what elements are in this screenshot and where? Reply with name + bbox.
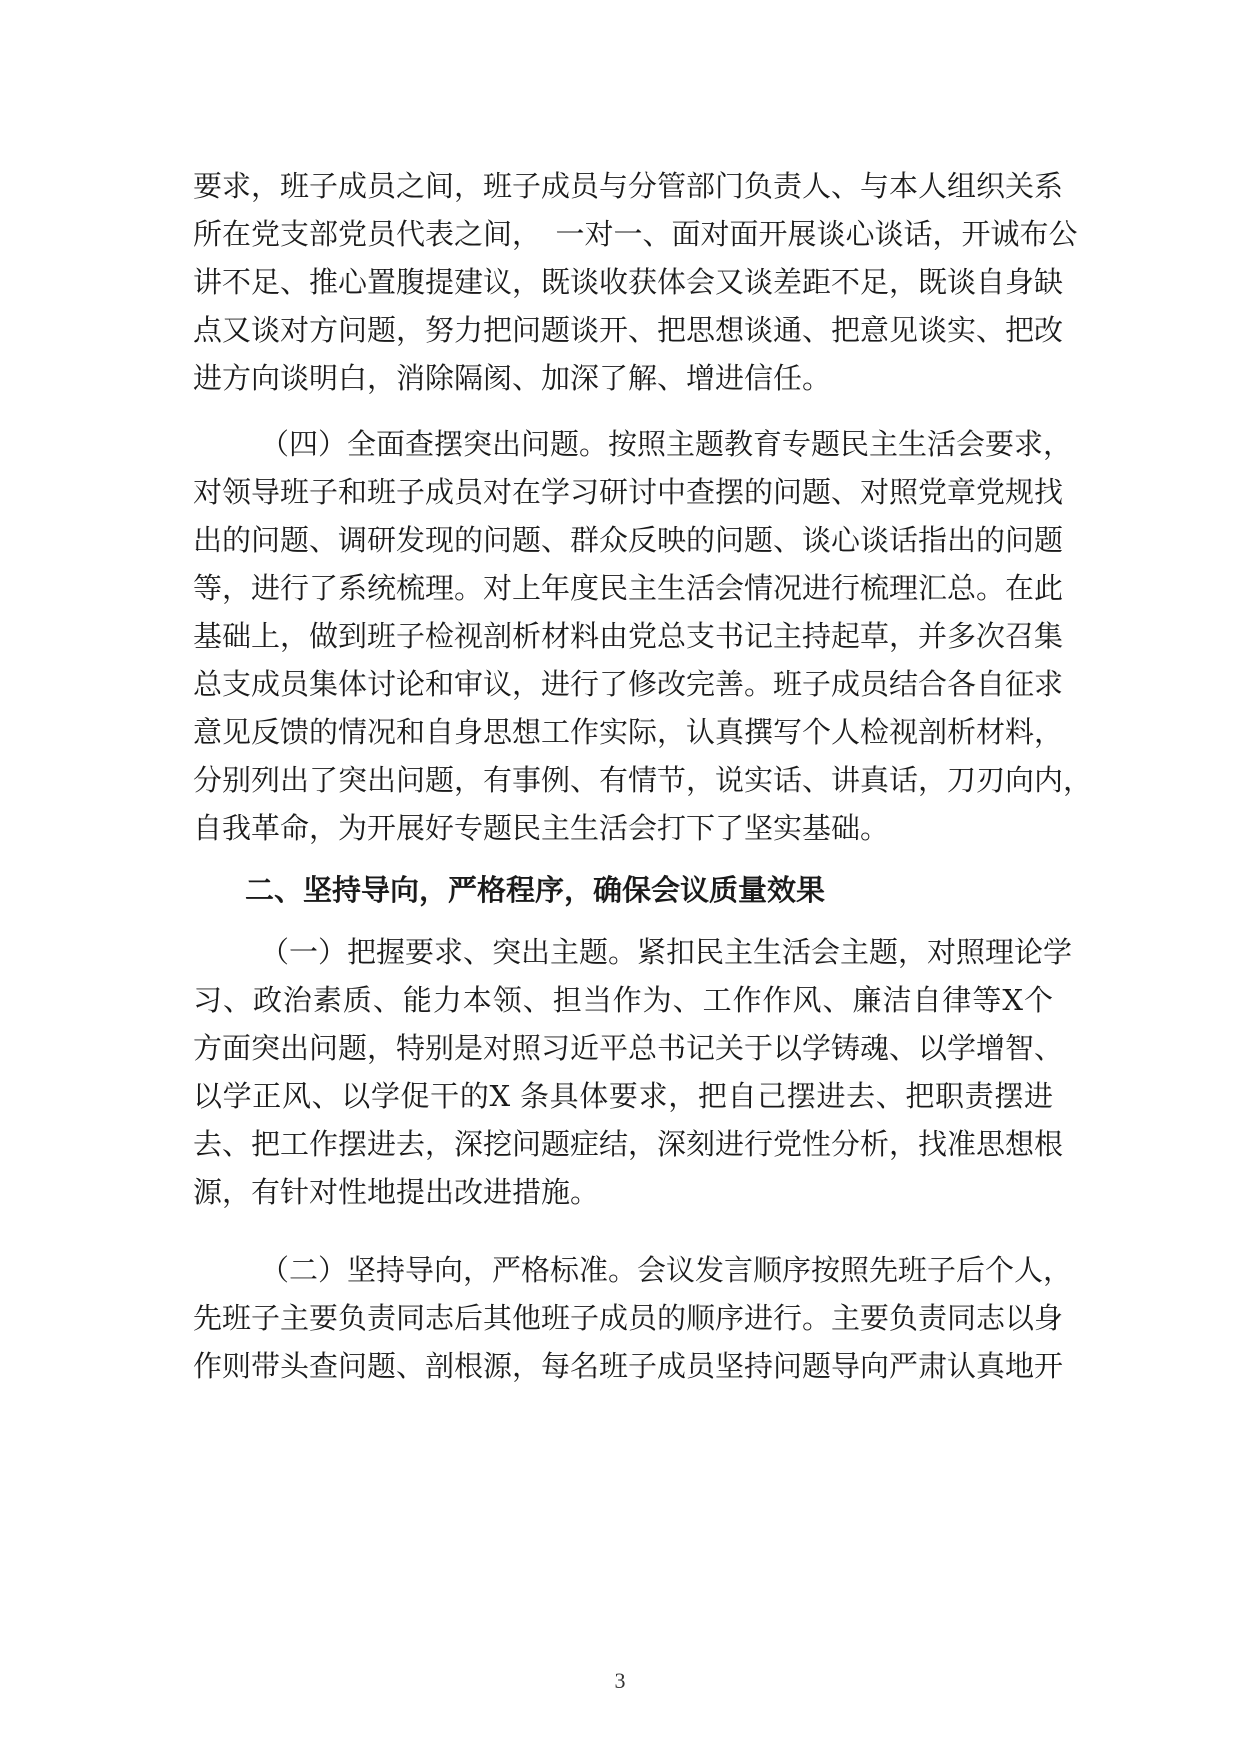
text-line: 去、把工作摆进去，深挖问题症结，深刻进行党性分析，找准思想根 <box>193 1127 1064 1161</box>
text-line: 所在党支部党员代表之间， 一对一、面对面开展谈心谈话，开诚布公 <box>193 217 1078 251</box>
text-line: 源，有针对性地提出改进措施。 <box>193 1175 600 1209</box>
text-line: 基础上，做到班子检视剖析材料由党总支书记主持起草，并多次召集 <box>193 619 1064 653</box>
text-line: 等，进行了系统梳理。对上年度民主生活会情况进行梳理汇总。在此 <box>193 571 1064 605</box>
text-line: 意见反馈的情况和自身思想工作实际，认真撰写个人检视剖析材料， <box>193 715 1064 749</box>
text-line: （四）全面查摆突出问题。按照主题教育专题民主生活会要求， <box>260 427 1073 461</box>
text-line: 讲不足、推心置腹提建议，既谈收获体会又谈差距不足，既谈自身缺 <box>193 265 1064 299</box>
text-line: 要求，班子成员之间，班子成员与分管部门负责人、与本人组织关系 <box>193 169 1064 203</box>
text-line: 对领导班子和班子成员对在学习研讨中查摆的问题、对照党章党规找 <box>193 475 1064 509</box>
text-line: （二）坚持导向，严格标准。会议发言顺序按照先班子后个人， <box>260 1253 1073 1287</box>
text-line: 进方向谈明白，消除隔阂、加深了解、增进信任。 <box>193 361 832 395</box>
text-line: 自我革命，为开展好专题民主生活会打下了坚实基础。 <box>193 811 890 845</box>
text-line: 点又谈对方问题，努力把问题谈开、把思想谈通、把意见谈实、把改 <box>193 313 1064 347</box>
text-line: 先班子主要负责同志后其他班子成员的顺序进行。主要负责同志以身 <box>193 1301 1064 1335</box>
text-line: 总支成员集体讨论和审议，进行了修改完善。班子成员结合各自征求 <box>193 667 1064 701</box>
section-heading: 二、坚持导向，严格程序，确保会议质量效果 <box>245 873 826 907</box>
text-line: 出的问题、调研发现的问题、群众反映的问题、谈心谈话指出的问题 <box>193 523 1064 557</box>
text-line: 习、政治素质、能力本领、担当作为、工作作风、廉洁自律等X个 <box>193 983 1053 1017</box>
text-line: 以学正风、以学促干的X 条具体要求，把自己摆进去、把职责摆进 <box>193 1079 1053 1113</box>
page-number: 3 <box>614 1668 626 1693</box>
text-line: 分别列出了突出问题，有事例、有情节，说实话、讲真话，刀刃向内， <box>193 763 1093 797</box>
text-line: （一）把握要求、突出主题。紧扣民主生活会主题，对照理论学 <box>260 935 1073 969</box>
text-line: 作则带头查问题、剖根源，每名班子成员坚持问题导向严肃认真地开 <box>193 1349 1064 1383</box>
text-line: 方面突出问题，特别是对照习近平总书记关于以学铸魂、以学增智、 <box>193 1031 1064 1065</box>
